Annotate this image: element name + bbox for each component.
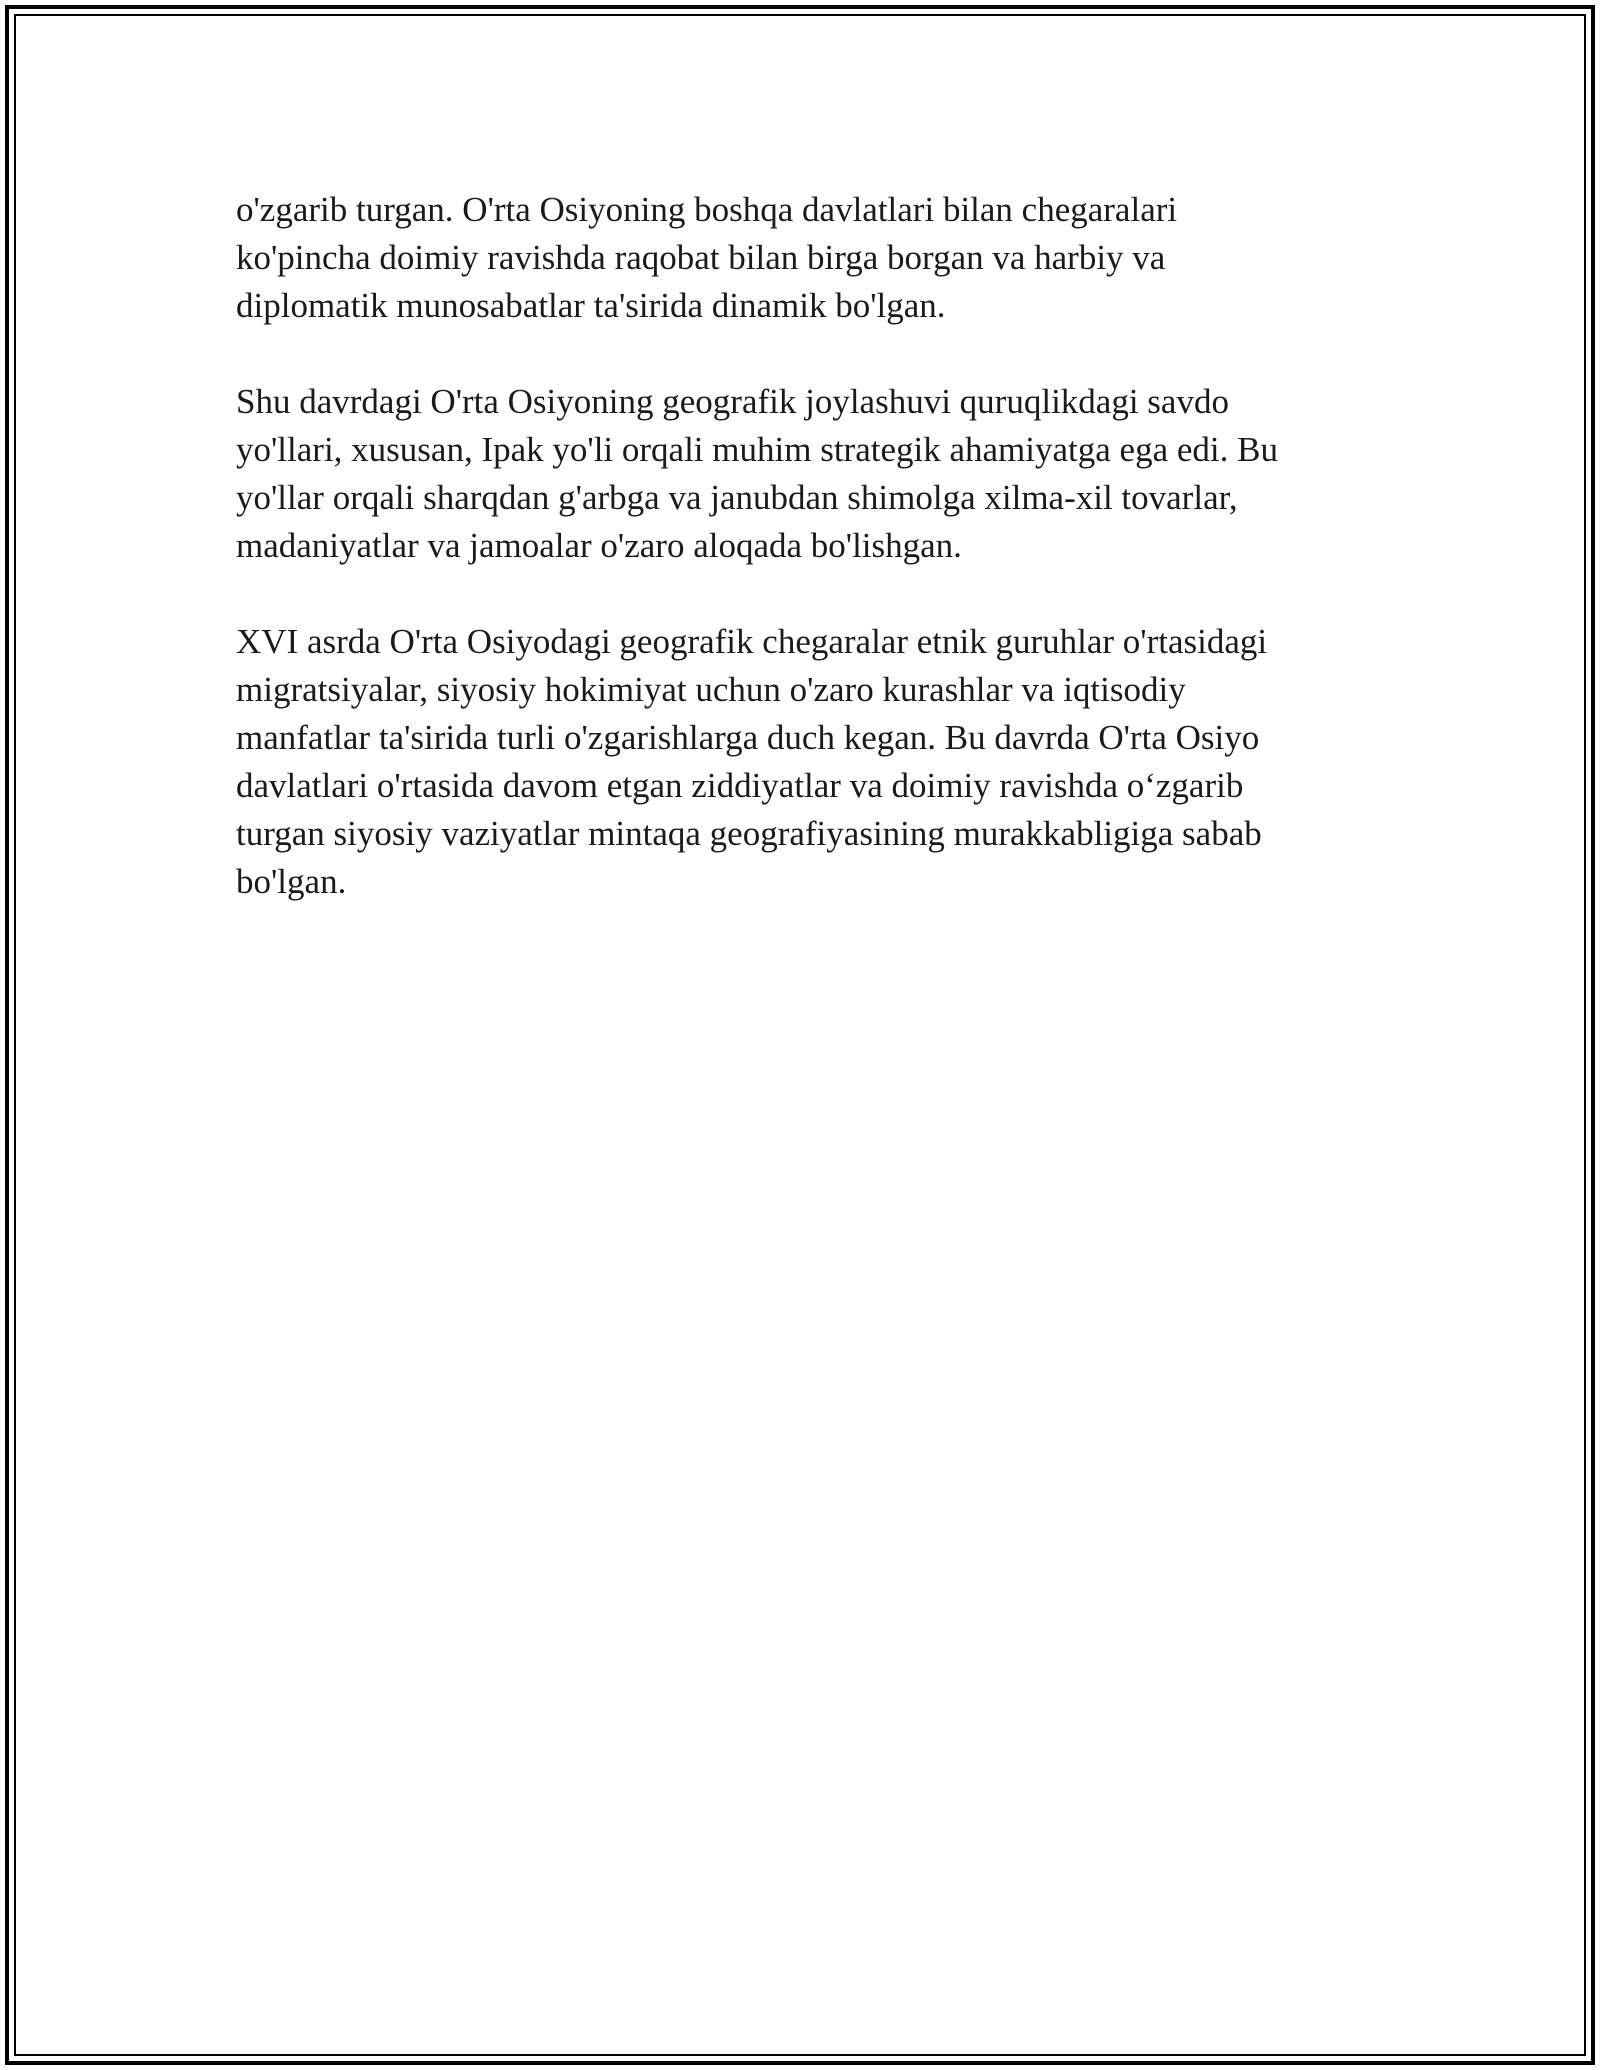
text-line: XVI asrda O'rta Osiyodagi geografik chegaralar etnik guruhlar o'rtasidagi	[236, 622, 1268, 661]
paragraph-1	[236, 186, 1376, 330]
text-line: turgan siyosiy vaziyatlar mintaqa geografiyasining murakkabligiga sabab	[236, 814, 1262, 853]
text-line: Shu davrdagi O'rta Osiyoning geografik joylashuvi quruqlikdagi savdo	[236, 382, 1229, 421]
text-line: madaniyatlar va jamoalar o'zaro aloqada bo'lishgan.	[236, 526, 962, 565]
text-line: o'zgarib turgan. O'rta Osiyoning boshqa davlatlari bilan chegaralari	[236, 190, 1178, 229]
paragraph-3	[236, 618, 1376, 906]
paragraph-2	[236, 378, 1376, 570]
text-line: migratsiyalar, siyosiy hokimiyat uchun o'zaro kurashlar va iqtisodiy	[236, 670, 1186, 709]
text-line: bo'lgan.	[236, 862, 347, 901]
text-line: manfatlar ta'sirida turli o'zgarishlarga duch kegan. Bu davrda O'rta Osiyo	[236, 718, 1260, 757]
text-line: davlatlari o'rtasida davom etgan ziddiyatlar va doimiy ravishda o‘zgarib	[236, 766, 1244, 805]
text-line: ko'pincha doimiy ravishda raqobat bilan birga borgan va harbiy va	[236, 238, 1166, 277]
document-body	[236, 186, 1376, 954]
text-line: yo'llar orqali sharqdan g'arbga va janubdan shimolga xilma-xil tovarlar,	[236, 478, 1238, 517]
text-line: diplomatik munosabatlar ta'sirida dinamik bo'lgan.	[236, 286, 946, 325]
text-line: yo'llari, xususan, Ipak yo'li orqali muhim strategik ahamiyatga ega edi. Bu	[236, 430, 1278, 469]
